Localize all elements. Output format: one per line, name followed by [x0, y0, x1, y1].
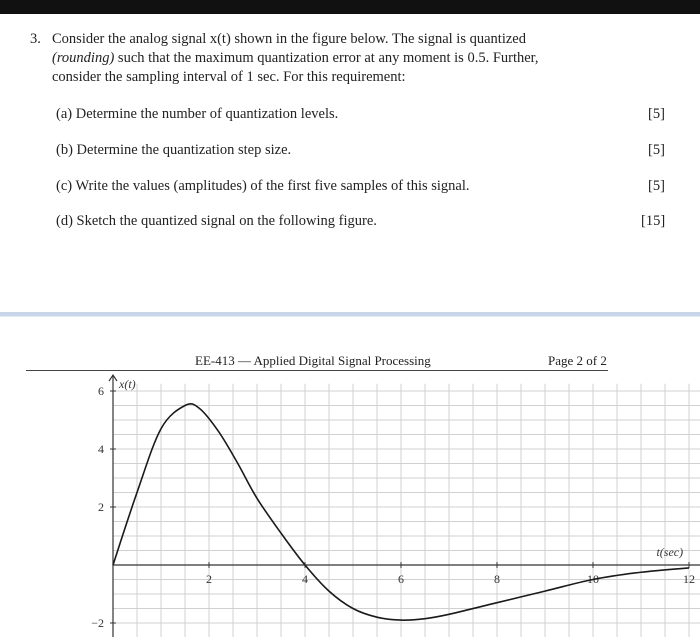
marks-d: [15] — [641, 213, 666, 229]
part-d: (d) Sketch the quantized signal on the following figure. — [56, 213, 377, 229]
marks-a: [5] — [648, 106, 665, 122]
x-tick-label: 2 — [206, 572, 212, 586]
marks-b: [5] — [648, 142, 665, 158]
part-a: (a) Determine the number of quantization levels. — [56, 106, 339, 122]
x-tick-label: 10 — [587, 572, 599, 586]
question-line-3: consider the sampling interval of 1 sec. For this requirement: — [52, 69, 406, 85]
rounding-term: (rounding) — [52, 50, 115, 66]
y-tick-label: 2 — [98, 500, 104, 514]
y-axis-label: x(t) — [119, 376, 136, 391]
question-number: 3. — [30, 31, 41, 47]
page-header-number: Page 2 of 2 — [548, 353, 607, 368]
x-tick-label: 8 — [494, 572, 500, 586]
x-tick-label: 4 — [302, 572, 308, 586]
part-c: (c) Write the values (amplitudes) of the first five samples of this signal. — [56, 178, 470, 194]
y-tick-label: 6 — [98, 384, 104, 398]
question-line-2-rest: such that the maximum quantization error at any moment is 0.5. Further, — [114, 50, 539, 66]
x-tick-label: 12 — [683, 572, 695, 586]
marks-c: [5] — [648, 178, 665, 194]
x-tick-label: 6 — [398, 572, 404, 586]
page-header-title: EE-413 — Applied Digital Signal Processing — [195, 353, 431, 368]
y-tick-label: 4 — [98, 442, 104, 456]
y-tick-label: −2 — [91, 616, 104, 630]
x-axis-label: t(sec) — [656, 545, 684, 559]
question-line-1: Consider the analog signal x(t) shown in the figure below. The signal is quantized — [52, 31, 526, 47]
part-b: (b) Determine the quantization step size. — [56, 142, 292, 158]
